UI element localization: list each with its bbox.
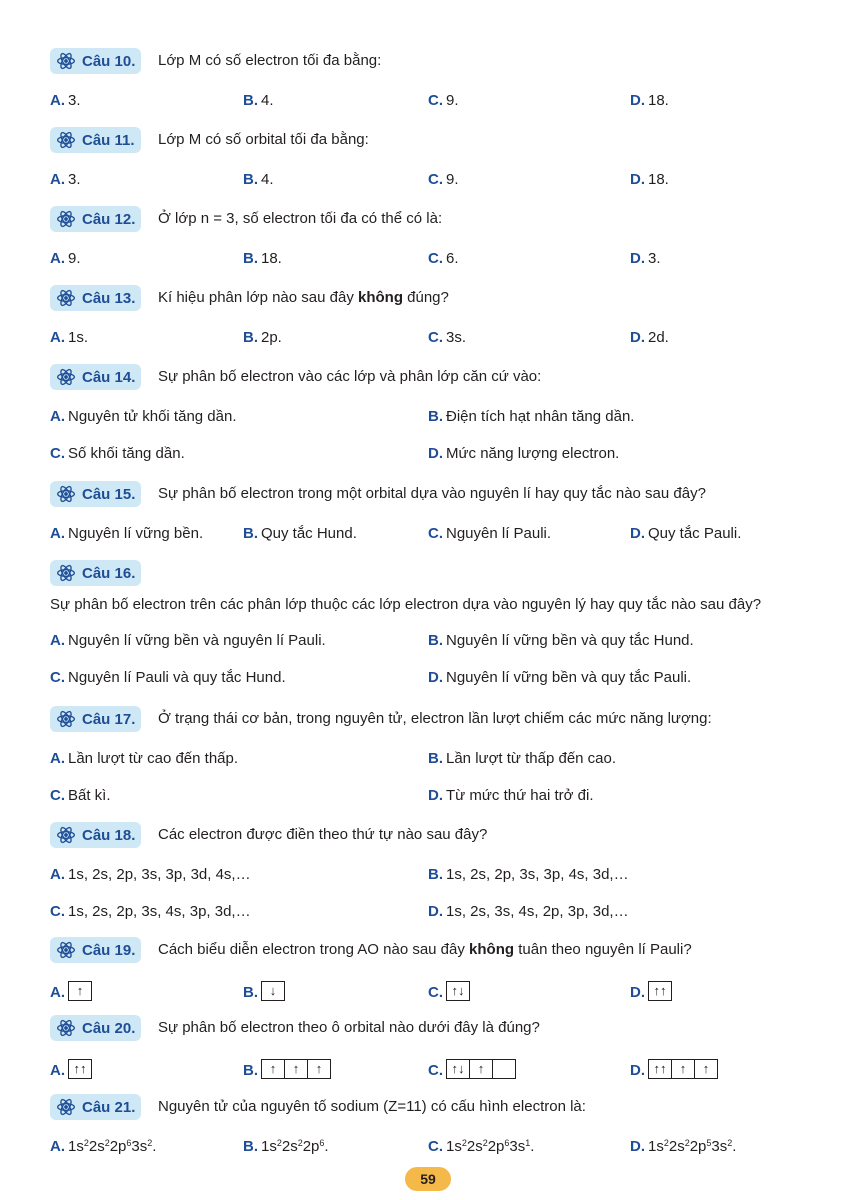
option-text: Nguyên tử khối tăng dần.	[68, 408, 237, 425]
emphasis: không	[357, 289, 403, 306]
option-letter: A.	[50, 1138, 65, 1155]
option-letter: B.	[243, 92, 258, 109]
answer-option-d[interactable]	[630, 92, 669, 109]
question-header	[0, 937, 857, 963]
atom-icon	[56, 367, 76, 387]
emphasis: không	[469, 941, 515, 958]
answer-option-a[interactable]	[50, 408, 237, 425]
question-number-badge	[50, 364, 141, 390]
option-letter: B.	[243, 984, 258, 1001]
answer-option-a[interactable]	[50, 1059, 92, 1079]
answer-option-b[interactable]	[243, 1138, 329, 1155]
option-letter: D.	[630, 329, 645, 346]
option-text: 3s.	[446, 329, 467, 346]
option-text: 4.	[261, 171, 274, 188]
answer-option-b[interactable]	[428, 750, 616, 767]
option-text: Lần lượt từ thấp đến cao.	[446, 750, 617, 767]
answer-option-b[interactable]	[428, 866, 629, 883]
answer-option-d[interactable]	[630, 525, 741, 542]
question-text: Kí hiệu phân lớp nào sau đây không đúng?	[158, 289, 449, 306]
answer-option-a[interactable]	[50, 250, 81, 267]
option-text: 2p.	[261, 329, 282, 346]
option-letter: D.	[428, 445, 443, 462]
answer-option-c[interactable]	[50, 445, 185, 462]
option-letter: B.	[243, 1062, 258, 1079]
answer-option-d[interactable]	[428, 669, 691, 686]
question-header	[0, 48, 857, 74]
option-text: Quy tắc Pauli.	[648, 525, 742, 542]
option-letter: A.	[50, 866, 65, 883]
question-header	[0, 481, 857, 507]
question-number-badge	[50, 206, 141, 232]
option-letter: A.	[50, 329, 65, 346]
answer-option-c[interactable]	[428, 171, 459, 188]
option-letter: B.	[243, 525, 258, 542]
option-text: 3.	[68, 171, 81, 188]
orbital-diagram	[261, 1059, 331, 1079]
option-letter: C.	[50, 903, 65, 920]
option-letter: A.	[50, 1062, 65, 1079]
option-text: 9.	[446, 171, 459, 188]
option-letter: D.	[428, 669, 443, 686]
question-number: Câu 19.	[82, 941, 136, 959]
orbital-box: ↑	[68, 981, 92, 1001]
answer-option-c[interactable]	[50, 903, 251, 920]
question-number-badge	[50, 1094, 141, 1120]
answer-option-d[interactable]	[630, 1138, 736, 1155]
option-text: Bất kì.	[68, 787, 111, 804]
answer-option-b[interactable]	[243, 1059, 331, 1079]
option-letter: B.	[243, 1138, 258, 1155]
option-letter: D.	[630, 171, 645, 188]
answer-option-a[interactable]	[50, 632, 326, 649]
option-letter: D.	[630, 1062, 645, 1079]
question-number-badge	[50, 1015, 141, 1041]
question-number: Câu 21.	[82, 1098, 136, 1116]
option-letter: B.	[428, 750, 443, 767]
option-text: Nguyên lí Pauli.	[446, 525, 552, 542]
atom-icon	[56, 288, 76, 308]
answer-option-b[interactable]	[243, 525, 357, 542]
answer-option-c[interactable]	[428, 1059, 516, 1079]
option-text: Nguyên lí vững bền và quy tắc Pauli.	[446, 669, 692, 686]
question-number-badge	[50, 285, 141, 311]
option-letter: D.	[630, 525, 645, 542]
answer-option-b[interactable]	[243, 171, 274, 188]
question-header	[0, 706, 857, 732]
orbital-box	[493, 1059, 516, 1079]
orbital-box: ↑	[695, 1059, 718, 1079]
question-header	[0, 822, 857, 848]
option-letter: C.	[428, 1062, 443, 1079]
option-text: Số khối tăng dần.	[68, 445, 185, 462]
question-text: Các electron được điền theo thứ tự nào sau đây?	[158, 826, 488, 843]
answer-option-a[interactable]	[50, 525, 203, 542]
question-number: Câu 10.	[82, 52, 136, 70]
option-letter: C.	[428, 250, 443, 267]
option-letter: D.	[630, 1138, 645, 1155]
orbital-diagram	[648, 981, 672, 1001]
option-letter: C.	[50, 669, 65, 686]
orbital-box: ↓	[261, 981, 285, 1001]
atom-icon	[56, 130, 76, 150]
question-text: Sự phân bố electron trên các phân lớp thuộc các lớp electron dựa vào nguyên lý hay quy tắc nào sau đây?	[50, 596, 762, 613]
answer-option-b[interactable]	[243, 92, 274, 109]
option-letter: A.	[50, 632, 65, 649]
question-number: Câu 15.	[82, 485, 136, 503]
orbital-diagram	[446, 981, 470, 1001]
option-text: 18.	[261, 250, 282, 267]
atom-icon	[56, 563, 76, 583]
option-letter: D.	[630, 250, 645, 267]
option-text: 6.	[446, 250, 459, 267]
option-text: Từ mức thứ hai trở đi.	[446, 787, 594, 804]
atom-icon	[56, 709, 76, 729]
question-number: Câu 11.	[82, 131, 135, 149]
question-number: Câu 13.	[82, 289, 136, 307]
option-text: 4.	[261, 92, 274, 109]
question-text: Nguyên tử của nguyên tố sodium (Z=11) có cấu hình electron là:	[158, 1098, 586, 1115]
option-text: Mức năng lượng electron.	[446, 445, 620, 462]
atom-icon	[56, 1018, 76, 1038]
question-number-badge	[50, 127, 141, 153]
question-number: Câu 12.	[82, 210, 136, 228]
option-letter: D.	[428, 903, 443, 920]
question-number-badge	[50, 560, 141, 586]
option-text: 18.	[648, 92, 669, 109]
answer-option-c[interactable]	[428, 981, 470, 1001]
question-text: Lớp M có số electron tối đa bằng:	[158, 52, 382, 69]
option-text: Quy tắc Hund.	[261, 525, 357, 542]
option-text: Nguyên lí vững bền và quy tắc Hund.	[446, 632, 694, 649]
question-header	[0, 127, 857, 153]
page-number: 59	[405, 1167, 451, 1191]
answer-option-b[interactable]	[243, 250, 282, 267]
option-text: 9.	[68, 250, 81, 267]
option-letter: A.	[50, 408, 65, 425]
question-header	[0, 364, 857, 390]
orbital-box: ↑↑	[648, 1059, 672, 1079]
option-letter: A.	[50, 984, 65, 1001]
answer-option-a[interactable]	[50, 1138, 156, 1155]
orbital-box: ↑↑	[68, 1059, 92, 1079]
option-text: 1s, 2s, 2p, 3s, 3p, 4s, 3d,…	[446, 866, 629, 883]
option-letter: C.	[428, 525, 443, 542]
answer-option-c[interactable]	[428, 1138, 534, 1155]
question-text: Lớp M có số orbital tối đa bằng:	[158, 131, 369, 148]
question-number: Câu 16.	[82, 564, 136, 582]
answer-option-a[interactable]	[50, 750, 238, 767]
question-text: Sự phân bố electron theo ô orbital nào dưới đây là đúng?	[158, 1019, 540, 1036]
option-letter: A.	[50, 250, 65, 267]
option-text: 3.	[68, 92, 81, 109]
option-text: Nguyên lí Pauli và quy tắc Hund.	[68, 669, 286, 686]
option-letter: C.	[428, 171, 443, 188]
electron-configuration: $1s^22s^22p^53s^2$.	[648, 1138, 737, 1155]
option-letter: C.	[50, 787, 65, 804]
orbital-box: ↑	[261, 1059, 285, 1079]
option-text: 1s.	[68, 329, 89, 346]
option-letter: C.	[50, 445, 65, 462]
option-letter: B.	[243, 329, 258, 346]
answer-option-d[interactable]	[630, 250, 661, 267]
option-letter: B.	[428, 408, 443, 425]
atom-icon	[56, 1097, 76, 1117]
orbital-box: ↑↓	[446, 1059, 470, 1079]
option-letter: A.	[50, 750, 65, 767]
option-letter: D.	[630, 92, 645, 109]
answer-option-c[interactable]	[50, 669, 286, 686]
electron-configuration: $1s^22s^22p^63s^2$.	[68, 1138, 157, 1155]
answer-option-a[interactable]	[50, 329, 88, 346]
atom-icon	[56, 209, 76, 229]
answer-option-d[interactable]	[630, 981, 672, 1001]
question-text: Sự phân bố electron vào các lớp và phân lớp căn cứ vào:	[158, 368, 542, 385]
atom-icon	[56, 484, 76, 504]
option-letter: C.	[428, 984, 443, 1001]
question-header	[0, 206, 857, 232]
answer-option-c[interactable]	[428, 329, 466, 346]
question-number-badge	[50, 822, 141, 848]
option-letter: A.	[50, 92, 65, 109]
option-letter: B.	[243, 250, 258, 267]
answer-option-a[interactable]	[50, 981, 92, 1001]
orbital-box: ↑	[308, 1059, 331, 1079]
question-text: Sự phân bố electron trong một orbital dựa vào nguyên lí hay quy tắc nào sau đây?	[158, 485, 706, 502]
option-text: 18.	[648, 171, 669, 188]
atom-icon	[56, 940, 76, 960]
option-letter: B.	[428, 632, 443, 649]
atom-icon	[56, 51, 76, 71]
question-number-badge	[50, 706, 141, 732]
orbital-box: ↑↓	[446, 981, 470, 1001]
question-number-badge	[50, 937, 141, 963]
question-text: Ở lớp n = 3, số electron tối đa có thể có là:	[158, 210, 443, 227]
answer-option-b[interactable]	[243, 329, 282, 346]
question-text: Cách biểu diễn electron trong AO nào sau đây không tuân theo nguyên lí Pauli?	[158, 941, 692, 958]
answer-option-d[interactable]	[630, 171, 669, 188]
answer-option-d[interactable]	[428, 445, 619, 462]
option-letter: B.	[243, 171, 258, 188]
option-letter: D.	[630, 984, 645, 1001]
option-letter: A.	[50, 171, 65, 188]
answer-option-b[interactable]	[428, 408, 634, 425]
option-text: 1s, 2s, 2p, 3s, 3p, 3d, 4s,…	[68, 866, 251, 883]
orbital-box: ↑	[672, 1059, 695, 1079]
question-number: Câu 14.	[82, 368, 136, 386]
electron-configuration: $1s^22s^22p^63s^1$.	[446, 1138, 535, 1155]
answer-option-a[interactable]	[50, 92, 81, 109]
answer-option-c[interactable]	[428, 92, 459, 109]
option-letter: B.	[428, 866, 443, 883]
answer-option-d[interactable]	[630, 1059, 718, 1079]
orbital-diagram	[261, 981, 285, 1001]
option-text: Nguyên lí vững bền.	[68, 525, 204, 542]
option-text: 3.	[648, 250, 661, 267]
question-number-badge	[50, 481, 141, 507]
orbital-box: ↑	[470, 1059, 493, 1079]
orbital-diagram	[648, 1059, 718, 1079]
option-text: 1s, 2s, 3s, 4s, 2p, 3p, 3d,…	[446, 903, 629, 920]
orbital-diagram	[68, 981, 92, 1001]
answer-option-d[interactable]	[428, 787, 594, 804]
question-header	[0, 1015, 857, 1041]
answer-option-a[interactable]	[50, 866, 251, 883]
question-number: Câu 17.	[82, 710, 136, 728]
option-letter: C.	[428, 1138, 443, 1155]
answer-option-d[interactable]	[428, 903, 629, 920]
option-letter: C.	[428, 329, 443, 346]
answer-option-a[interactable]	[50, 171, 81, 188]
option-letter: C.	[428, 92, 443, 109]
option-text: 2d.	[648, 329, 669, 346]
question-header	[0, 560, 857, 586]
answer-option-c[interactable]	[428, 250, 459, 267]
option-letter: A.	[50, 525, 65, 542]
question-header	[0, 285, 857, 311]
option-text: Nguyên lí vững bền và nguyên lí Pauli.	[68, 632, 326, 649]
option-letter: D.	[428, 787, 443, 804]
question-number: Câu 18.	[82, 826, 136, 844]
option-text: Lần lượt từ cao đến thấp.	[68, 750, 239, 767]
orbital-diagram	[446, 1059, 516, 1079]
orbital-box: ↑	[285, 1059, 308, 1079]
answer-option-c[interactable]	[50, 787, 111, 804]
question-text: Ở trạng thái cơ bản, trong nguyên tử, electron lần lượt chiếm các mức năng lượng:	[158, 710, 712, 727]
question-header	[0, 1094, 857, 1120]
option-text: Điện tích hạt nhân tăng dần.	[446, 408, 635, 425]
question-number: Câu 20.	[82, 1019, 136, 1037]
question-number-badge	[50, 48, 141, 74]
orbital-box: ↑↑	[648, 981, 672, 1001]
orbital-diagram	[68, 1059, 92, 1079]
answer-option-d[interactable]	[630, 329, 669, 346]
answer-option-b[interactable]	[428, 632, 694, 649]
answer-option-c[interactable]	[428, 525, 551, 542]
option-text: 9.	[446, 92, 459, 109]
option-text: 1s, 2s, 2p, 3s, 4s, 3p, 3d,…	[68, 903, 251, 920]
electron-configuration: $1s^22s^22p^6$.	[261, 1138, 329, 1155]
answer-option-b[interactable]	[243, 981, 285, 1001]
atom-icon	[56, 825, 76, 845]
